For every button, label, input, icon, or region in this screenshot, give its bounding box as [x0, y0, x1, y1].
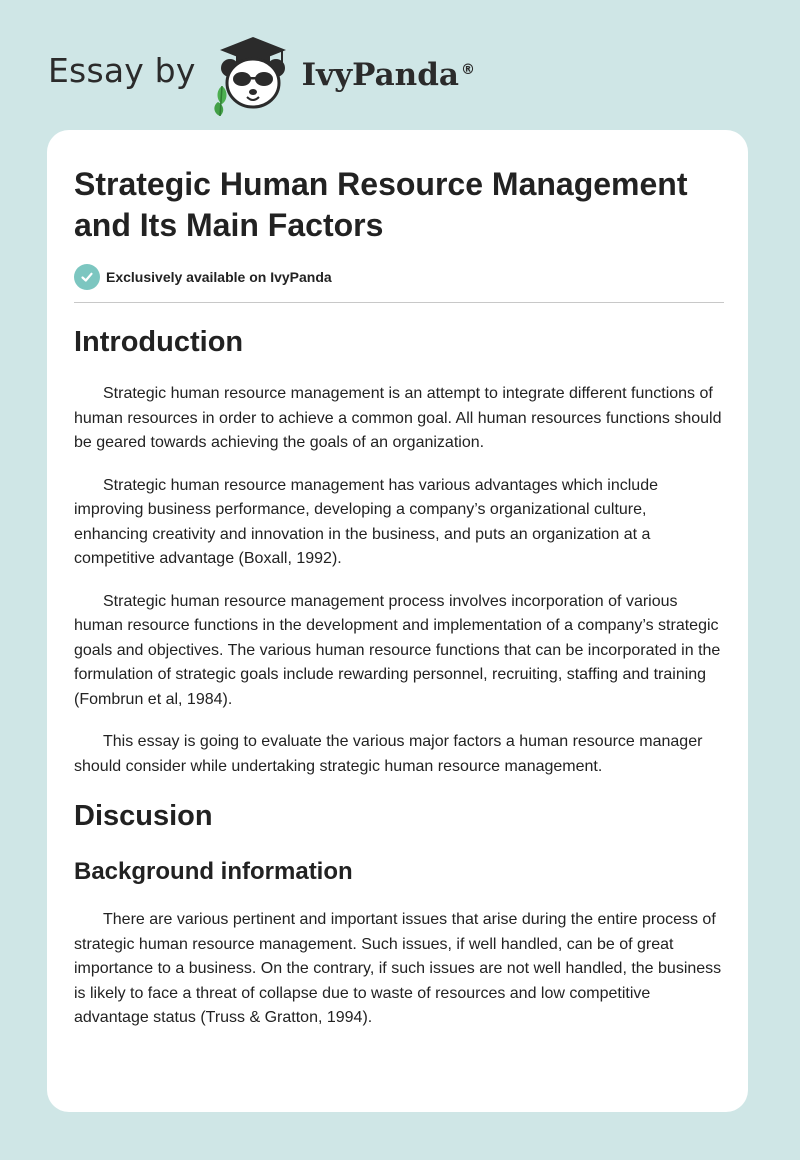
paragraph: Strategic human resource management process involves incorporation of various human resource functions in the development and implementation of a company’s strategic goals and objectives. The various human resource functions that can be incorporated in the formulation of strategic goals include rewarding personnel, recruiting, staffing and training (Fombrun et al, 1984).	[74, 592, 721, 708]
brand-prefix: Essay by	[48, 50, 196, 90]
divider	[74, 302, 724, 303]
exclusive-label: Exclusively available on IvyPanda	[106, 269, 332, 285]
section-heading-introduction: Introduction	[74, 326, 244, 358]
exclusive-badge	[74, 264, 724, 290]
paragraph: There are various pertinent and important issues that arise during the entire process of strategic human resource management. Such issues, if well handled, can be of great importance to a business. On the contrary, if such issues are not well handled, the business is likely to face a threat of collapse due to waste of resources and low competitive advantage status (Truss & Gratton, 1994).	[74, 911, 722, 1026]
paragraph: Strategic human resource management is an attempt to integrate different functions of human resources in order to achieve a common goal. All human resources functions should be geared towards achieving the goals of an organization.	[74, 385, 722, 451]
essay-card	[47, 130, 748, 1112]
section-heading-discussion: Discusion	[74, 800, 213, 832]
brand-name: IvyPanda ®	[301, 57, 475, 93]
paragraph: Strategic human resource management has various advantages which include improving business performance, developing a company’s organizational culture, enhancing creativity and innovation in the business, and puts an organization at a competitive advantage (Boxall, 1992).	[74, 476, 658, 567]
subheading-background: Background information	[74, 858, 353, 885]
panda-logo-icon	[208, 28, 298, 118]
check-icon	[74, 264, 100, 290]
essay-title: Strategic Human Resource Management and Its Main Factors	[74, 166, 688, 243]
paragraph: This essay is going to evaluate the various major factors a human resource manager should consider while undertaking strategic human resource management.	[74, 733, 703, 775]
essay-content	[74, 164, 724, 1031]
brand-header	[48, 28, 475, 118]
